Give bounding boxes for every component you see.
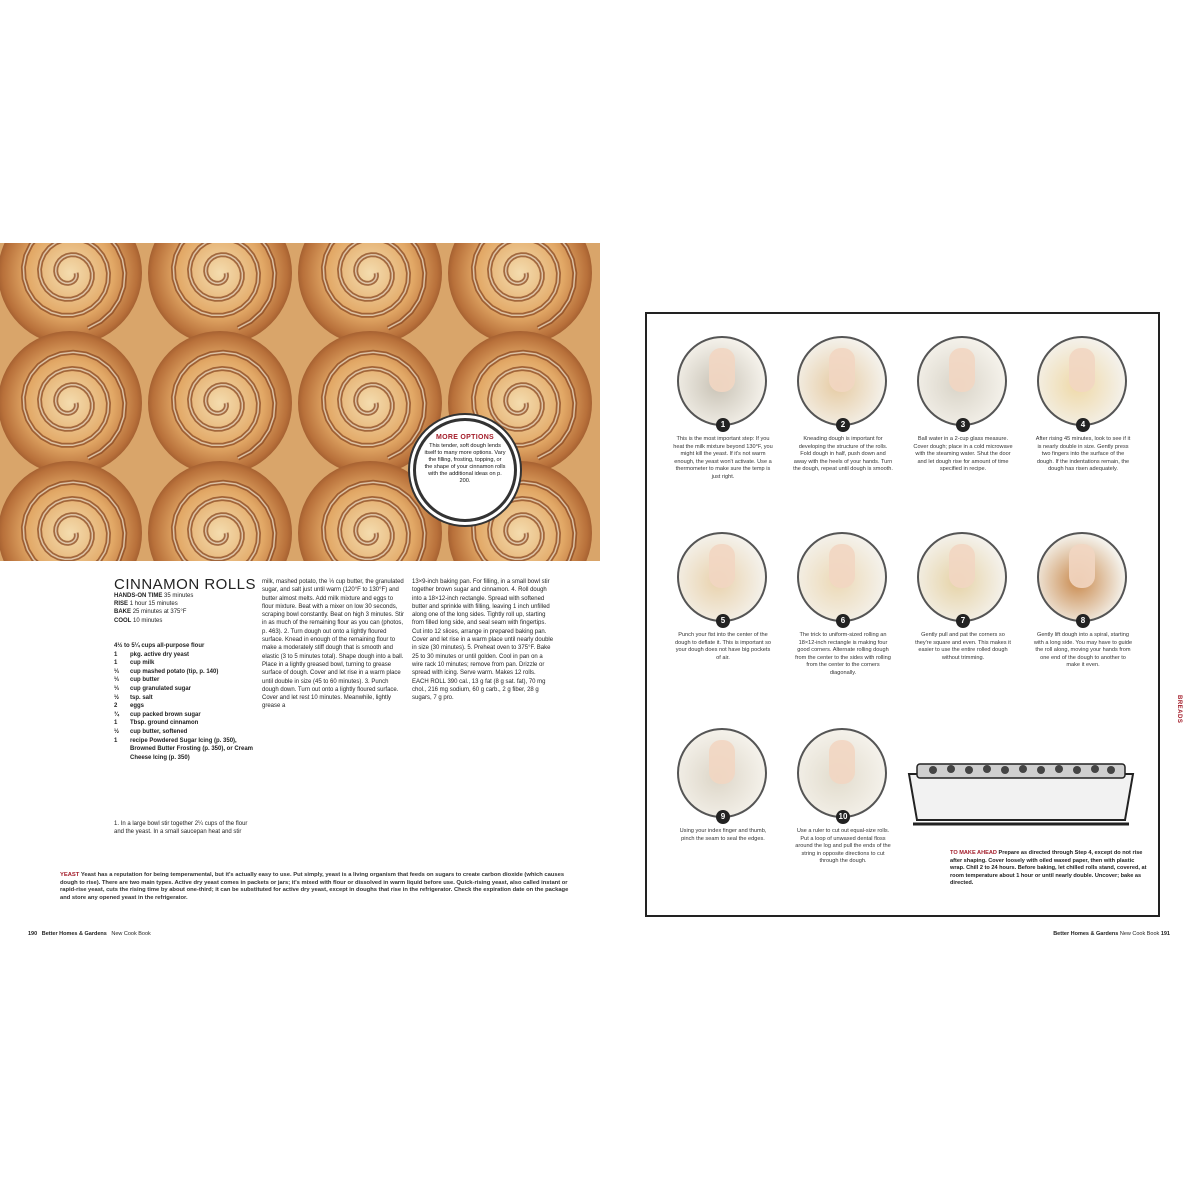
left-page-number: 190 — [28, 931, 38, 937]
step-number: 2 — [836, 418, 850, 432]
step-number: 9 — [716, 810, 730, 824]
step-number: 8 — [1076, 614, 1090, 628]
step-caption: Ball water in a 2-cup glass measure. Cover dough; place in a cold microwave with the steaming water. Shut the door and let dough rise for amount of time specified in recipe. — [913, 436, 1013, 473]
ingredient-row — [114, 668, 259, 677]
step-number: 5 — [716, 614, 730, 628]
ingredient-row — [114, 694, 259, 703]
step-caption: Punch your fist into the center of the dough to deflate it. This is important so your dough does not have big pockets of air. — [675, 632, 771, 661]
ingredient-row — [114, 719, 259, 728]
hand-shape — [1069, 348, 1095, 392]
more-options-badge — [413, 418, 517, 522]
step-photo — [1037, 336, 1127, 426]
method-step-1: 1. In a large bowl stir together 2¼ cups of the flour and the yeast. In a small saucepan heat and stir — [114, 821, 248, 836]
ingredient-quantity: 2 — [114, 703, 118, 710]
ingredient-quantity: 1 — [114, 737, 118, 744]
hand-shape — [709, 348, 735, 392]
time-row — [114, 592, 259, 600]
step-number: 6 — [836, 614, 850, 628]
step-by-step-box — [645, 312, 1160, 917]
hand-shape — [829, 740, 855, 784]
step-photo — [797, 728, 887, 818]
step-caption: After rising 45 minutes, look to see if it is nearly double in size. Gently press two fingers into the surface of the dough. If the indentations remain, the dough has risen adequately. — [1035, 436, 1131, 473]
yeast-note — [60, 872, 580, 903]
ingredient-quantity: ½ — [114, 728, 120, 735]
right-brand: Better Homes & Gardens — [1053, 931, 1119, 937]
recipe-title: CINNAMON ROLLS — [114, 576, 257, 593]
hand-shape — [1069, 544, 1095, 588]
step-number: 10 — [836, 810, 850, 824]
hand-shape — [709, 740, 735, 784]
ingredient-name: recipe Powdered Sugar Icing (p. 350), Browned Butter Frosting (p. 350), or Cream Cheese Icing (p. 350) — [130, 737, 254, 761]
time-row — [114, 617, 259, 625]
ingredient-row — [114, 651, 259, 660]
make-ahead-label: TO MAKE AHEAD — [950, 850, 997, 856]
ingredient-name: tsp. salt — [130, 694, 153, 701]
ingredient-quantity: ⅓ — [114, 668, 120, 675]
hand-shape — [949, 544, 975, 588]
ingredient-quantity: ⅓ — [114, 685, 120, 692]
step-photo — [1037, 532, 1127, 622]
step-photo — [917, 532, 1007, 622]
hand-shape — [829, 348, 855, 392]
roll-shape — [148, 331, 292, 475]
baking-pan-illustration — [903, 760, 1139, 840]
time-row — [114, 600, 259, 608]
step-caption: Gently pull and pat the corners so they're square and even. This makes it easier to use the entire rolled dough without trimming. — [915, 632, 1011, 661]
step-photo — [797, 336, 887, 426]
ingredient-name: cup butter — [130, 677, 160, 684]
left-folio — [28, 931, 151, 937]
ingredient-name: cup granulated sugar — [130, 685, 192, 692]
recipe-times — [114, 592, 259, 625]
ingredient-quantity: 1 — [114, 651, 118, 658]
time-value: 10 minutes — [133, 617, 163, 624]
ingredient-name: cup milk — [130, 660, 155, 667]
ingredient-row — [114, 685, 259, 694]
ingredient-quantity: ¾ — [114, 711, 120, 718]
ingredient-row — [114, 659, 259, 668]
left-book-name: New Cook Book — [111, 931, 151, 937]
ingredient-row — [114, 728, 259, 737]
step-number: 7 — [956, 614, 970, 628]
make-ahead-text: Prepare as directed through Step 4, except do not rise after shaping. Cover loosely with oiled waxed paper, then with plastic wrap. Chill 2 to 24 hours. Before baking, let chilled rolls stand, covered, at room temperature about 1 hour or until nearly double. Uncover; bake as directed. — [950, 850, 1147, 886]
method-column-2: milk, mashed potato, the ⅓ cup butter, the granulated sugar, and salt just until warm (120°F to 130°F) and butter almost melts. Add milk mixture and eggs to flour mixture. Beat with a mixer on low 30 seconds, scraping bowl constantly. Beat on high 3 minutes. Stir in as much of the remaining flour as you can (photos, p. 463). 2. Turn dough out onto a lightly floured surface. Knead in enough of the remaining flour to make a moderately stiff dough that is smooth and elastic (3 to 5 minutes total). Shape dough into a ball. Place in a lightly greased bowl, turning to grease surface of dough. Cover and let rise in a warm place until double in size (45 to 60 minutes). 3. Punch dough down. Turn out onto a lightly floured surface. Cover and let rest 10 minutes. Meanwhile, lightly grease a — [262, 579, 404, 710]
make-ahead-note — [950, 850, 1150, 888]
ingredient-row — [114, 676, 259, 685]
yeast-label: YEAST — [60, 872, 80, 878]
section-tab-label: BREADS — [1176, 695, 1182, 724]
ingredient-name: 4½ to 5¼ cups all-purpose flour — [114, 643, 205, 649]
step-caption: The trick to uniform-sized rolling an 18×12-inch rectangle is making four good corners. Alternate rolling dough from the center to the sides with rolling from the center to the corners diagonally. — [795, 632, 891, 676]
ingredient-row — [114, 642, 259, 651]
hand-shape — [709, 544, 735, 588]
ingredient-row — [114, 737, 259, 763]
ingredient-quantity: 1 — [114, 720, 118, 727]
step-photo — [677, 336, 767, 426]
ingredient-row — [114, 702, 259, 711]
time-value: 35 minutes — [164, 593, 194, 599]
right-folio — [1053, 931, 1170, 937]
step-number: 1 — [716, 418, 730, 432]
time-value: 1 hour 15 minutes — [129, 601, 178, 608]
step-number: 4 — [1076, 418, 1090, 432]
hand-shape — [949, 348, 975, 392]
roll-shape — [0, 331, 142, 475]
ingredient-name: cup mashed potato (tip, p. 140) — [130, 668, 219, 675]
time-label: BAKE — [114, 609, 132, 616]
step-photo — [677, 532, 767, 622]
time-label: COOL — [114, 617, 132, 624]
time-label: HANDS-ON TIME — [114, 593, 163, 599]
ingredient-name: pkg. active dry yeast — [130, 651, 190, 658]
step-caption: This is the most important step: If you heat the milk mixture beyond 130°F, you might kill the yeast. If it's not warm enough, the yeast won't activate. Use a thermometer to make sure the temp is just right. — [673, 436, 773, 480]
ingredient-name: Tbsp. ground cinnamon — [130, 720, 199, 727]
rolls-illustration — [0, 243, 600, 561]
step-caption: Use a ruler to cut out equal-size rolls. Put a loop of unwaxed dental floss around the log and pull the ends of the string in opposite directions to cut through the dough. — [795, 828, 891, 865]
step-photo — [677, 728, 767, 818]
step-number: 3 — [956, 418, 970, 432]
hand-shape — [829, 544, 855, 588]
time-label: RISE — [114, 601, 129, 608]
badge-body: This tender, soft dough lends itself to many more options. Vary the filling, frosting, topping, or the shape of your cinnamon rolls with the additional ideas on p. 200. — [424, 443, 506, 484]
step-caption: Kneading dough is important for developing the structure of the rolls. Fold dough in half, push down and away with the heels of your hands. Turn the dough, repeat until dough is smooth. — [793, 436, 893, 473]
step-caption: Using your index finger and thumb, pinch the seam to seal the edges. — [679, 828, 767, 842]
cinnamon-rolls-photo — [0, 243, 600, 561]
ingredient-name: eggs — [130, 703, 145, 710]
ingredient-quantity: 1 — [114, 660, 118, 667]
breads-section-tab — [1172, 690, 1184, 750]
ingredient-row — [114, 711, 259, 720]
right-page-number: 191 — [1160, 931, 1170, 937]
step-photo — [797, 532, 887, 622]
ingredient-name: cup butter, softened — [130, 728, 188, 735]
ingredient-quantity: ½ — [114, 694, 120, 701]
left-brand: Better Homes & Gardens — [41, 931, 107, 937]
step-caption: Gently lift dough into a spiral, starting with a long side. You may have to guide the roll along, moving your hands from one end of the dough to another to make it even. — [1033, 632, 1133, 669]
right-book-name: New Cook Book — [1119, 931, 1160, 937]
badge-title: MORE OPTIONS — [435, 434, 495, 441]
ingredient-list — [114, 642, 259, 762]
ingredient-quantity: ⅓ — [114, 677, 120, 684]
ingredient-name: cup packed brown sugar — [130, 711, 201, 718]
time-value: 25 minutes at 375°F — [132, 609, 187, 616]
yeast-text: Yeast has a reputation for being temperamental, but it's actually easy to use. Put simply, yeast is a living organism that feeds on sugars to create carbon dioxide (which causes dough to rise). There are two main types. Active dry yeast comes in packets or jars; it's mixed with flour or dissolved in warm liquid before use. Quick-rising yeast, also called instant or rapid-rise yeast, cuts the rising time by about one-third; it can be substituted for active dry yeast, except in doughs that rise in the refrigerator. Check the expiration date on the package and store any opened yeast in the refrigerator. — [60, 872, 569, 902]
time-row — [114, 608, 259, 616]
method-column-3: 13×9-inch baking pan. For filling, in a small bowl stir together brown sugar and cinnamon. 4. Roll dough into a 18×12-inch rectangle. Spread with softened butter and sprinkle with filling, leaving 1 inch unfilled along one of the long sides. Tightly roll up, starting from filled long side, and seal seam with fingertips. Cut into 12 slices, arrange in prepared baking pan. Cover and let rise in a warm place until nearly double in size (30 minutes). 5. Preheat oven to 375°F. Bake 25 to 30 minutes or until golden. Cool in pan on a wire rack 10 minutes; remove from pan. Drizzle or spread with icing. Serve warm. Makes 12 rolls. EACH ROLL 390 cal., 13 g fat (8 g sat. fat), 70 mg chol., 216 mg sodium, 60 g carb., 2 g fiber, 28 g sugars, 7 g pro. — [412, 579, 554, 702]
step-photo — [917, 336, 1007, 426]
